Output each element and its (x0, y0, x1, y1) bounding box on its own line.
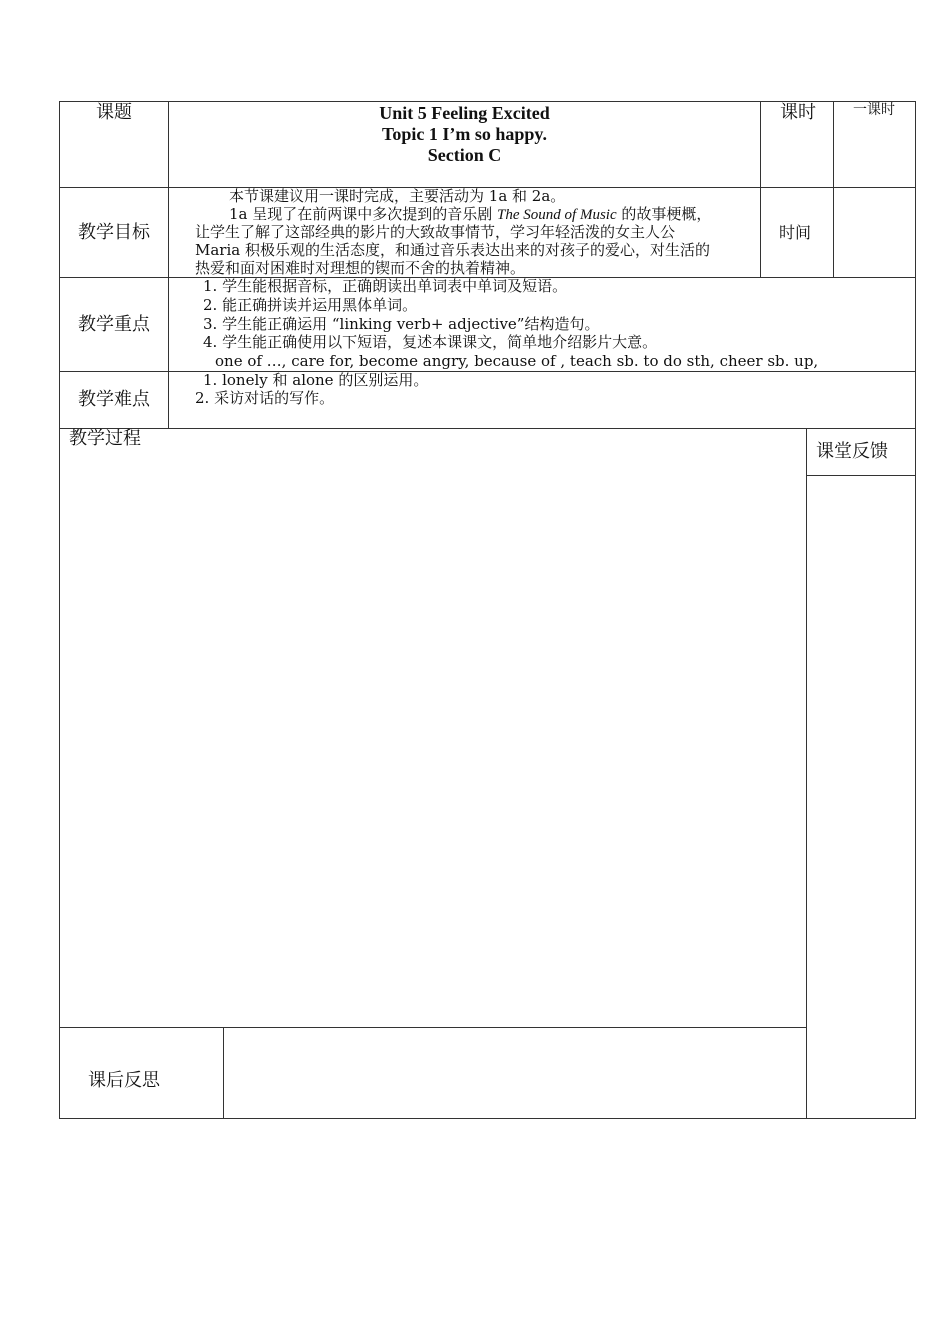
process-label: 教学过程 (69, 428, 141, 449)
objectives-line-5: 热爱和面对困难时对理想的锲而不舍的执着精神。 (195, 259, 526, 277)
key-points-label: 教学重点 (78, 314, 150, 335)
difficulty-1: 1. lonely 和 alone 的区别运用。 (203, 371, 429, 389)
difficulty-2: 2. 采访对话的写作。 (195, 389, 335, 407)
unit-title: Unit 5 Feeling Excited (379, 103, 550, 123)
time-label: 时间 (779, 223, 812, 242)
period-value-divider (833, 101, 834, 278)
objectives-label: 教学目标 (78, 222, 150, 243)
objectives-line-1: 本节课建议用一课时完成，主要活动为 1a 和 2a。 (229, 187, 566, 205)
key-point-1: 1. 学生能根据音标，正确朗读出单词表中单词及短语。 (203, 277, 568, 295)
period-column-divider (760, 101, 761, 278)
table-border-bottom (59, 1118, 916, 1119)
objectives-line-2 (229, 206, 711, 225)
topic-label: 课题 (96, 102, 132, 123)
objectives-line-2-suffix: 的故事梗概， (616, 205, 712, 223)
row-divider-4 (59, 428, 916, 429)
reflection-row-top (59, 1027, 807, 1028)
table-border-right (915, 101, 916, 1119)
feedback-header-divider (806, 475, 916, 476)
reflection-label-divider (223, 1027, 224, 1119)
objectives-line-4: Maria 积极乐观的生活态度，和通过音乐表达出来的对孩子的爱心，对生活的 (195, 241, 710, 259)
section-title: Section C (427, 145, 502, 165)
period-value: 一课时 (853, 102, 895, 118)
key-phrases: one of …, care for, become angry, because of , teach sb. to do sth, cheer sb. up, (215, 352, 819, 370)
key-point-3: 3. 学生能正确运用 “linking verb+ adjective”结构造句。 (203, 315, 600, 333)
key-point-2: 2. 能正确拼读并运用黑体单词。 (203, 296, 418, 314)
feedback-column-divider (806, 428, 807, 1119)
period-label: 课时 (780, 102, 816, 123)
reflection-label: 课后反思 (88, 1070, 160, 1091)
row-divider-3 (59, 371, 916, 372)
musical-title: The Sound of Music (497, 207, 617, 223)
topic-title: Topic 1 I’m so happy. (382, 124, 547, 144)
key-point-4: 4. 学生能正确使用以下短语，复述本课课文，简单地介绍影片大意。 (203, 333, 658, 351)
feedback-label: 课堂反馈 (816, 441, 888, 462)
objectives-line-2-prefix: 1a 呈现了在前两课中多次提到的音乐剧 (229, 205, 498, 223)
difficulties-label: 教学难点 (78, 389, 150, 410)
table-border-left (59, 101, 60, 1119)
objectives-line-3: 让学生了解了这部经典的影片的大致故事情节，学习年轻活泼的女主人公 (195, 223, 676, 241)
